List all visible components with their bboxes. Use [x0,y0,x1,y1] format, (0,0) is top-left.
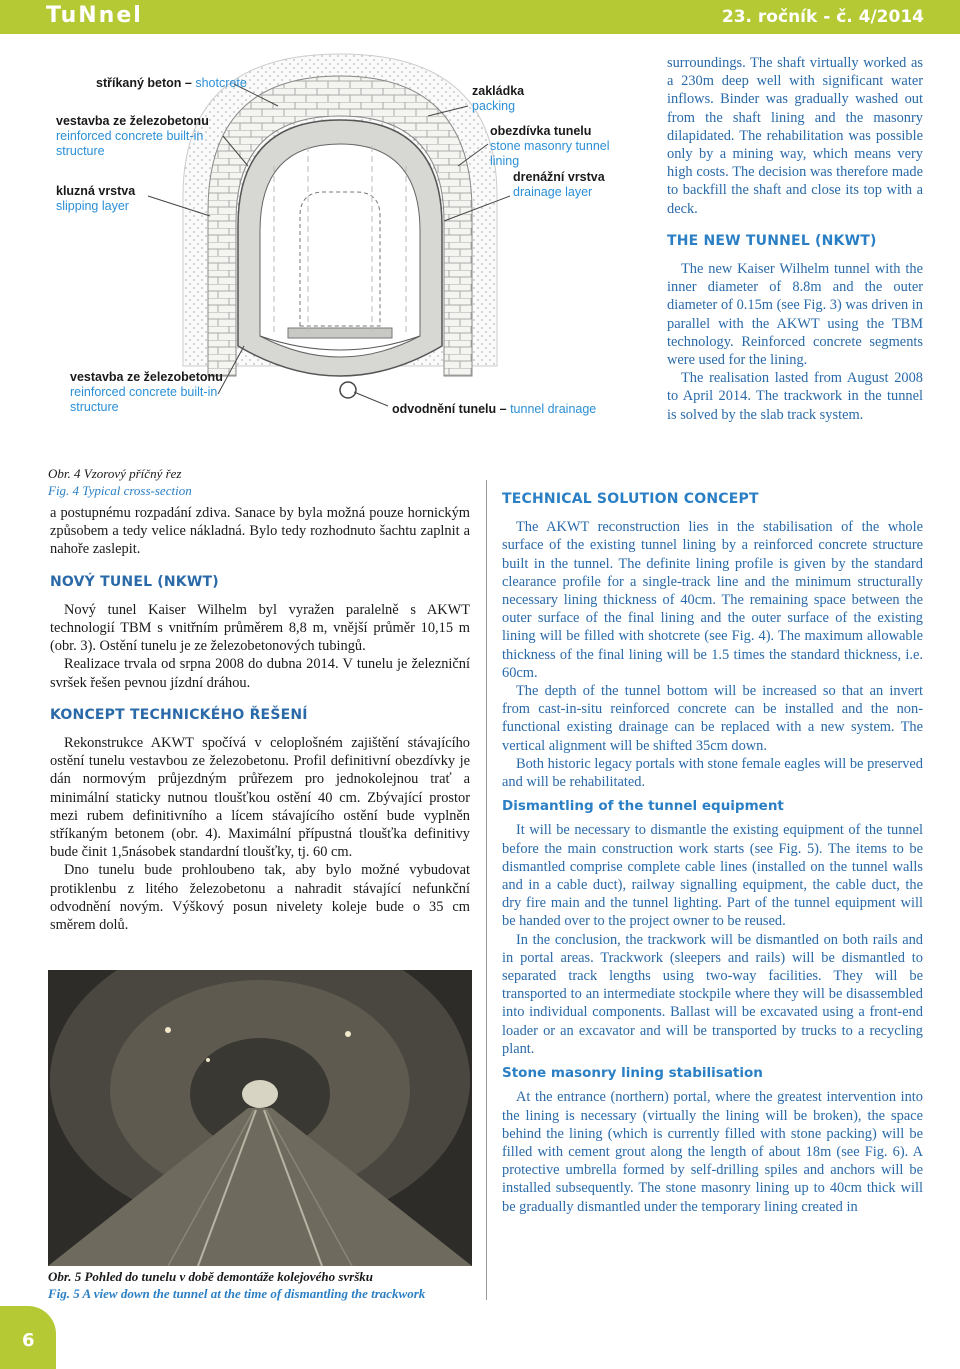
paragraph: The AKWT reconstruction lies in the stabilisation of the whole surface of the existing tunnel lining by a reinforced concrete structure built in the tunnel. The definite lining profile is given by the standard clearance profile for a single-track line and the minimum structurally necessary lining thickness of 40cm. The remaining space between the outer surface of the final lining and the outer surface of the existing lining will be filled with shotcrete (see Fig. 4). The maximum allowable thickness of the final lining will be 1.5 times the standard thickness, i.e. 60cm. [502,519,923,681]
paragraph: surroundings. The shaft virtually worked as a 230m deep well with significant water inflows. Binder was gradually washed out from the shaft lining and the masonry dilapidated. The rehabilitation was possible only by a mining way, which means very high costs. The decision was therefore made to backfill the shaft and close its top with a deck. [667,55,923,217]
label-tunnel-drainage: odvodnění tunelu – tunnel drainage [392,402,597,416]
issue-number: 23. ročník - č. 4/2014 [721,7,924,27]
figure-4-cross-section [48,46,638,456]
label-stone-masonry: obezdívka tunelu stone masonry tunnel lining [490,124,610,168]
paragraph: a postupnému rozpadání zdiva. Sanace by byla možná pouze hornickým způsobem a tedy velice nákladná. Bylo tedy rozhodnuto šachtu zaplnit a nahoře zaslepit. [50,505,470,558]
label-built-in-structure-lower: vestavba ze železobetonu reinforced concrete built-in structure [70,370,223,414]
paragraph: It will be necessary to dismantle the existing equipment of the tunnel before the main construction work starts (see Fig. 5). The items to be dismantled comprise complete cable lines (installed on the tunnel walls and in a cable duct), railway signalling equipment, the cable duct, the dry fire main and the tunnel lighting. Part of the tunnel equipment will be handed over to the project owner to be reused. [502,822,923,930]
right-column-main [502,490,923,1216]
right-column-top [667,54,923,424]
page-header [0,0,960,34]
label-shotcrete: stříkaný beton – shotcrete [96,76,247,90]
paragraph: The new Kaiser Wilhelm tunnel with the inner diameter of 8.8m and the outer diameter of 0.15m (see Fig. 3) was driven in parallel with the AKWT using the TBM technology. Reinforced concrete segments were used for the lining. [667,261,923,369]
heading-technical-concept-cz: KONCEPT TECHNICKÉHO ŘEŠENÍ [50,706,308,723]
subheading-dismantling: Dismantling of the tunnel equipment [502,798,784,815]
label-slipping-layer: kluzná vrstva slipping layer [56,184,136,213]
paragraph: Nový tunel Kaiser Wilhelm byl vyražen paralelně s AKWT technologií TBM s vnitřním průměrem 8,8 m, vnější průměr 10,15 m (obr. 3). Ostění tunelu je ze železobetonových tubingů. [50,601,470,655]
label-packing: zakládka packing [472,84,525,113]
paragraph: The realisation lasted from August 2008 to April 2014. The trackwork in the tunnel is solved by the slab track system. [667,370,923,423]
paragraph: Rekonstrukce AKWT spočívá v celoplošném zajištění stávajícího ostění tunelu vestavbou ze železobetonu. Profil definitivní obezdívky je dán normovým průjezdným průřezem pro jednokolejnou trať a minimální staticky nutnou tloušťkou ostění 40 cm. Zbývající prostor mezi rubem definitivního a lícem stávajícího ostění bude vyplněn stříkaným betonem (obr. 4). Maximální přípustná tloušťka definitivy bude činit 1,5násobek standardní tloušťky, tj. 60 cm. [50,735,470,861]
page-number: 6 [22,1330,35,1351]
figure-4-caption: Obr. 4 Vzorový příčný řez Fig. 4 Typical cross-section [48,466,192,498]
magazine-logo: TuNnel [46,3,143,28]
paragraph: In the conclusion, the trackwork will be dismantled on both rails and in portal areas. Trackwork (sleepers and rails) will be dismantled to separated track lengths using two-way facilities. They will be transported to an intermediate stockpile where they will be disassembled into individual components. Ballast will be excavated using a front-end loader or an excavator and will be transported by trucks to a recycling plant. [502,931,923,1057]
label-built-in-structure: vestavba ze železobetonu reinforced concrete built-in structure [56,114,209,158]
column-divider [486,480,487,1300]
heading-new-tunnel-en: THE NEW TUNNEL (NKWT) [667,232,877,249]
label-drainage-layer: drenážní vrstva drainage layer [513,170,605,199]
subheading-masonry-stabilisation: Stone masonry lining stabilisation [502,1065,763,1082]
heading-new-tunnel-cz: NOVÝ TUNEL (NKWT) [50,573,219,590]
paragraph: Dno tunelu bude prohloubeno tak, aby bylo možné vybudovat protiklenbu z litého železobetonu a nahradit stávající nefunkční odvodnění novým. Výškový posun nivelety koleje bude o 35 cm směrem dolů. [50,862,470,934]
paragraph: At the entrance (northern) portal, where the greatest intervention into the lining is necessary (virtually the lining will be broken), the space behind the lining (which is currently filled with stone packing) will be filled with cement grout along the length of about 18m (see Fig. 6). A protective umbrella formed by self-drilling spiles and anchors will be installed subsequently. The stone masonry lining up to 40cm thick will be gradually dismantled under the temporary lining created in [502,1089,923,1215]
tunnel-photo-image [48,970,472,1266]
figure-5-tunnel-photo [48,970,472,1266]
paragraph: Both historic legacy portals with stone female eagles will be preserved and will be rehabilitated. [502,755,923,791]
heading-technical-concept-en: TECHNICAL SOLUTION CONCEPT [502,491,759,507]
left-column [50,504,470,934]
figure-5-caption: Obr. 5 Pohled do tunelu v době demontáže kolejového svršku Fig. 5 A view down the tunnel at the time of dismantling the trackwork [48,1269,426,1301]
paragraph: Realizace trvala od srpna 2008 do dubna 2014. V tunelu je železniční svršek řešen pevnou jízdní dráhou. [50,656,470,691]
paragraph: The depth of the tunnel bottom will be increased so that an invert from cast-in-situ reinforced concrete can be installed and the non-functional existing drainage can be replaced with a new system. The vertical alignment will be shifted 35cm down. [502,683,923,754]
